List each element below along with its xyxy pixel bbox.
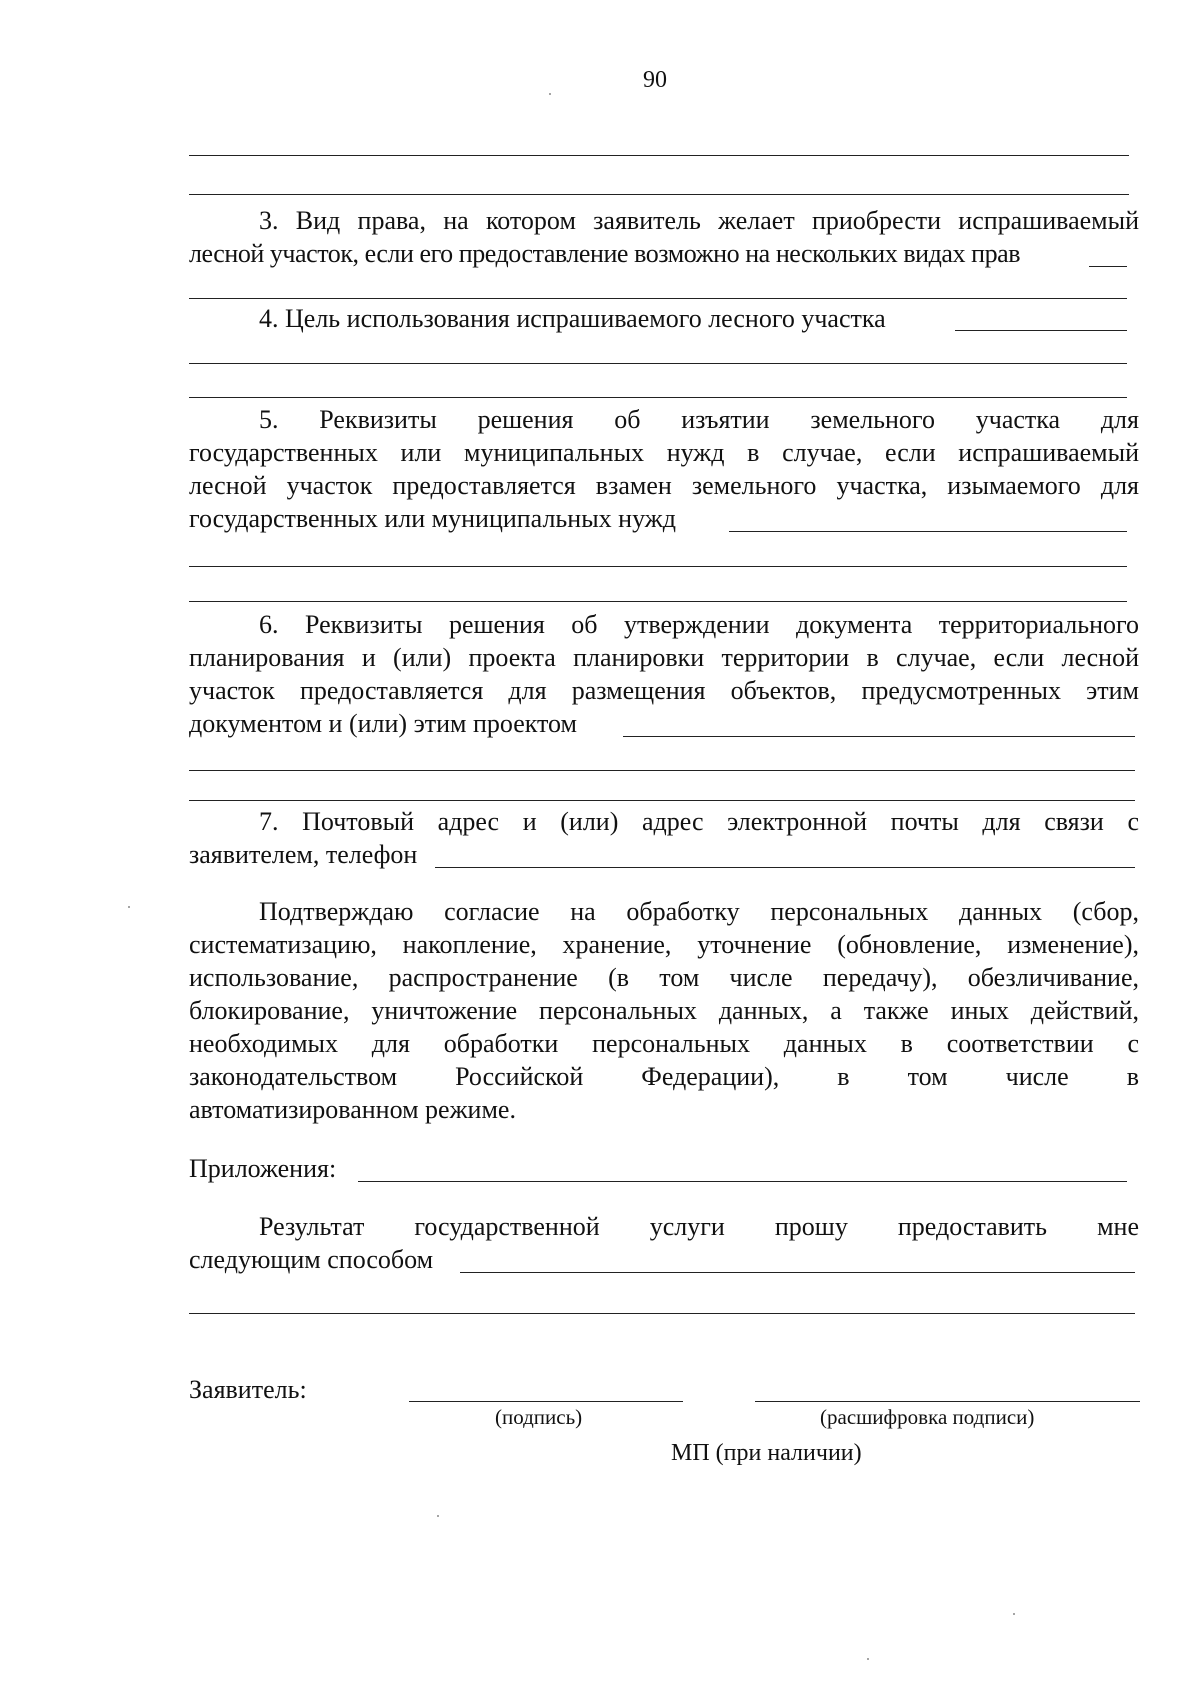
item6-line1: 6. Реквизиты решения об утверждении документа территориального	[259, 610, 1139, 639]
fill-line	[189, 800, 1135, 801]
fill-line	[189, 397, 1127, 398]
item3-inline-line	[1089, 266, 1127, 267]
item6-line3: участок предоставляется для размещения объектов, предусмотренных этим	[189, 676, 1139, 705]
item4-inline-line	[955, 330, 1127, 331]
item7-line1: 7. Почтовый адрес и (или) адрес электронной почты для связи с	[259, 807, 1139, 836]
decoding-line	[755, 1401, 1140, 1402]
item5-line2: государственных или муниципальных нужд в случае, если испрашиваемый	[189, 438, 1139, 467]
item7-inline-line	[435, 867, 1135, 868]
applicant-label: Заявитель:	[189, 1375, 307, 1404]
item5-inline-line	[729, 531, 1127, 532]
item6-line2: планирования и (или) проекта планировки территории в случае, если лесной	[189, 643, 1139, 672]
signature-caption: (подпись)	[495, 1405, 583, 1429]
fill-line	[189, 566, 1127, 567]
fill-line	[189, 155, 1129, 156]
result-line2: следующим способом	[189, 1245, 434, 1274]
attachments-label: Приложения:	[189, 1154, 337, 1183]
stamp-abbrev: МП (при наличии)	[671, 1440, 862, 1466]
scan-speck	[1013, 1613, 1015, 1615]
consent-line7: автоматизированном режиме.	[189, 1095, 516, 1124]
fill-line	[189, 601, 1127, 602]
consent-line5: необходимых для обработки персональных данных в соответствии с	[189, 1029, 1139, 1058]
result-line1: Результат государственной услуги прошу предоставить мне	[259, 1212, 1139, 1241]
item4-line1: 4. Цель использования испрашиваемого лесного участка	[259, 304, 886, 333]
fill-line	[189, 298, 1127, 299]
item5-line1: 5. Реквизиты решения об изъятии земельного участка для	[259, 405, 1139, 434]
item6-inline-line	[623, 736, 1135, 737]
scan-speck	[437, 1515, 439, 1517]
fill-line	[189, 1313, 1135, 1314]
scan-speck	[549, 93, 551, 95]
scan-speck	[867, 1658, 869, 1660]
consent-line4: блокирование, уничтожение персональных данных, а также иных действий,	[189, 996, 1139, 1025]
fill-line	[189, 363, 1127, 364]
item6-line4: документом и (или) этим проектом	[189, 709, 577, 738]
item5-line4: государственных или муниципальных нужд	[189, 504, 676, 533]
fill-line	[189, 194, 1129, 195]
consent-line1: Подтверждаю согласие на обработку персональных данных (сбор,	[259, 897, 1139, 926]
signature-line	[409, 1401, 683, 1402]
item3-line1: 3. Вид права, на котором заявитель желает приобрести испрашиваемый	[259, 206, 1139, 235]
item5-line3: лесной участок предоставляется взамен земельного участка, изымаемого для	[189, 471, 1139, 500]
attachments-line	[358, 1181, 1127, 1182]
item3-line2: лесной участок, если его предоставление возможно на нескольких видах прав	[189, 239, 1021, 268]
item7-line2: заявителем, телефон	[189, 840, 418, 869]
fill-line	[189, 770, 1135, 771]
scan-speck	[128, 906, 130, 908]
consent-line2: систематизацию, накопление, хранение, уточнение (обновление, изменение),	[189, 930, 1139, 959]
consent-line6: законодательством Российской Федерации), в том числе в	[189, 1062, 1139, 1091]
page-number: 90	[643, 67, 667, 93]
result-inline-line	[460, 1272, 1135, 1273]
stamp-label	[671, 1436, 862, 1469]
decoding-caption: (расшифровка подписи)	[820, 1405, 1035, 1429]
consent-line3: использование, распространение (в том числе передачу), обезличивание,	[189, 963, 1139, 992]
